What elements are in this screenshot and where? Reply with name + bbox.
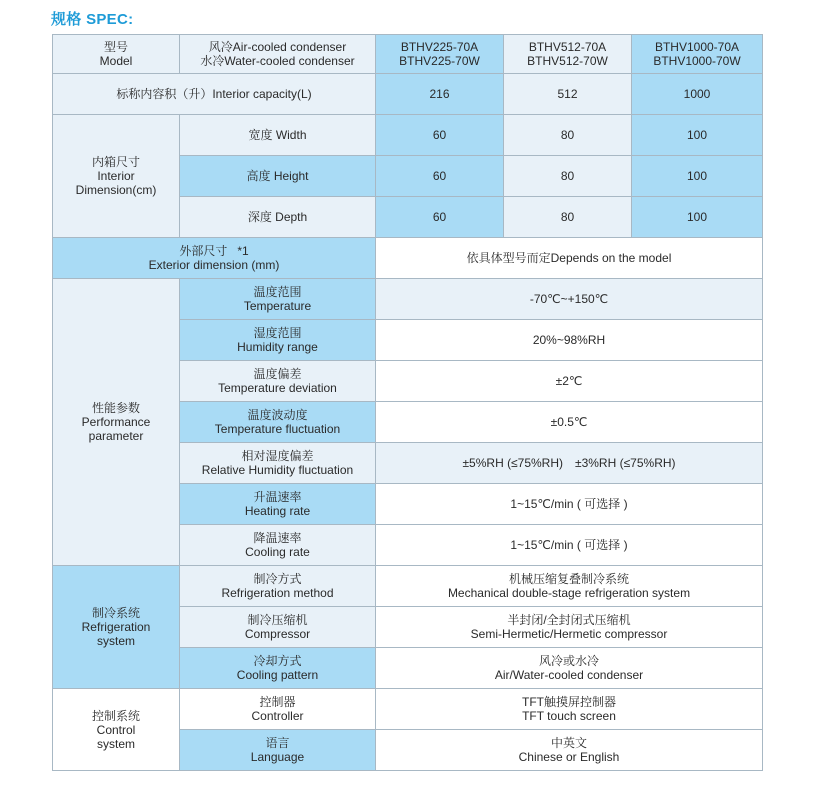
- compressor-label-en: Compressor: [244, 627, 311, 641]
- control-group-cell: [53, 689, 180, 771]
- spec-table: [52, 34, 763, 771]
- control-row-controller: [53, 689, 763, 730]
- language-label-zh: 语言: [265, 736, 290, 750]
- cooling-rate-label-cell: [180, 525, 376, 566]
- model-header-cell: [53, 35, 180, 74]
- heating-rate-value: 1~15℃/min ( 可选择 ): [376, 484, 763, 525]
- refrigeration-group-zh: 制冷系统: [91, 606, 140, 620]
- interior-group-zh: 内箱尺寸: [91, 155, 140, 169]
- interior-depth-value-3: 100: [632, 197, 763, 238]
- exterior-row: [53, 238, 763, 279]
- interior-depth-label: 深度 Depth: [180, 197, 376, 238]
- temp-fluctuation-label-en: Temperature fluctuation: [214, 422, 341, 436]
- language-value-en: Chinese or English: [518, 750, 620, 764]
- cooling-rate-label-zh: 降温速率: [253, 531, 302, 545]
- temperature-label-en: Temperature: [243, 299, 312, 313]
- performance-row-temperature: [53, 279, 763, 320]
- refrigeration-method-value-zh: 机械压缩复叠制冷系统: [508, 572, 629, 586]
- controller-label-cell: [180, 689, 376, 730]
- heating-rate-label-cell: [180, 484, 376, 525]
- language-value-zh: 中英文: [550, 736, 587, 750]
- exterior-label-zh: 外部尺寸: [179, 244, 228, 258]
- cooling-pattern-value-en: Air/Water-cooled condenser: [494, 668, 644, 682]
- cooling-pattern-label-en: Cooling pattern: [236, 668, 319, 682]
- refrigeration-method-label-en: Refrigeration method: [221, 586, 334, 600]
- performance-group-en1: Performance: [81, 415, 151, 429]
- interior-group-en2: Dimension(cm): [75, 183, 157, 197]
- controller-value-zh: TFT触摸屏控制器: [522, 695, 616, 709]
- heating-rate-label-en: Heating rate: [244, 504, 311, 518]
- capacity-row: [53, 74, 763, 115]
- performance-group-en2: parameter: [88, 429, 144, 443]
- model-column-1: [376, 35, 504, 74]
- controller-value-en: TFT touch screen: [522, 709, 616, 723]
- interior-depth-value-2: 80: [504, 197, 632, 238]
- refrigeration-method-label-zh: 制冷方式: [253, 572, 302, 586]
- temp-deviation-label-zh: 温度偏差: [253, 367, 302, 381]
- humidity-label-en: Humidity range: [237, 340, 318, 354]
- temp-fluctuation-label-cell: [180, 402, 376, 443]
- cooling-pattern-label-zh: 冷却方式: [253, 654, 302, 668]
- condenser-header-cell: [180, 35, 376, 74]
- model-1-a: BTHV225-70A: [400, 40, 479, 54]
- interior-height-value-2: 80: [504, 156, 632, 197]
- capacity-value-2: 512: [504, 74, 632, 115]
- performance-group-cell: [53, 279, 180, 566]
- refrigeration-group-cell: [53, 566, 180, 689]
- capacity-value-3: 1000: [632, 74, 763, 115]
- spec-heading: 规格 SPEC:: [51, 11, 134, 28]
- performance-group-zh: 性能参数: [91, 401, 140, 415]
- compressor-label-zh: 制冷压缩机: [247, 613, 308, 627]
- model-column-2: [504, 35, 632, 74]
- model-column-3: [632, 35, 763, 74]
- rh-fluctuation-value-1: ±5%RH (≤75%RH): [462, 456, 563, 470]
- interior-width-value-1: 60: [376, 115, 504, 156]
- exterior-label-en: Exterior dimension (mm): [148, 258, 280, 272]
- model-label-en: Model: [99, 54, 133, 68]
- controller-label-en: Controller: [251, 709, 304, 723]
- interior-height-label: 高度 Height: [180, 156, 376, 197]
- capacity-label: 标称内容积（升）Interior capacity(L): [53, 74, 376, 115]
- language-label-en: Language: [250, 750, 305, 764]
- interior-width-value-2: 80: [504, 115, 632, 156]
- condenser-air-label: 风冷Air-cooled condenser: [208, 40, 347, 54]
- cooling-pattern-label-cell: [180, 648, 376, 689]
- exterior-note: *1: [237, 244, 249, 258]
- refrigeration-method-value-cell: [376, 566, 763, 607]
- refrigeration-group-en1: Refrigeration: [81, 620, 151, 634]
- interior-depth-value-1: 60: [376, 197, 504, 238]
- interior-width-label: 宽度 Width: [180, 115, 376, 156]
- control-group-zh: 控制系统: [91, 708, 140, 723]
- temperature-value: -70℃~+150℃: [376, 279, 763, 320]
- rh-fluctuation-label-en: Relative Humidity fluctuation: [201, 463, 354, 477]
- temperature-label-cell: [180, 279, 376, 320]
- interior-group-en1: Interior: [97, 169, 135, 183]
- humidity-value: 20%~98%RH: [376, 320, 763, 361]
- interior-height-value-3: 100: [632, 156, 763, 197]
- capacity-value-1: 216: [376, 74, 504, 115]
- interior-height-value-1: 60: [376, 156, 504, 197]
- rh-fluctuation-label-cell: [180, 443, 376, 484]
- model-1-w: BTHV225-70W: [399, 54, 480, 68]
- humidity-label-cell: [180, 320, 376, 361]
- controller-value-cell: [376, 689, 763, 730]
- language-label-cell: [180, 730, 376, 771]
- controller-label-zh: 控制器: [259, 695, 296, 709]
- compressor-label-cell: [180, 607, 376, 648]
- refrigeration-row-method: [53, 566, 763, 607]
- interior-width-value-3: 100: [632, 115, 763, 156]
- temp-fluctuation-value: ±0.5℃: [376, 402, 763, 443]
- cooling-rate-value: 1~15℃/min ( 可选择 ): [376, 525, 763, 566]
- rh-fluctuation-value-cell: [376, 443, 763, 484]
- compressor-value-en: Semi-Hermetic/Hermetic compressor: [470, 627, 668, 641]
- rh-fluctuation-value-2: ±3%RH (≤75%RH): [575, 456, 676, 470]
- cooling-pattern-value-cell: [376, 648, 763, 689]
- refrigeration-method-label-cell: [180, 566, 376, 607]
- model-3-w: BTHV1000-70W: [653, 54, 741, 68]
- language-value-cell: [376, 730, 763, 771]
- temperature-label-zh: 温度范围: [253, 285, 302, 299]
- temp-deviation-label-cell: [180, 361, 376, 402]
- exterior-value: 依具体型号而定Depends on the model: [376, 238, 763, 279]
- control-group-en1: Control: [96, 722, 136, 737]
- model-2-w: BTHV512-70W: [527, 54, 608, 68]
- temp-deviation-value: ±2℃: [376, 361, 763, 402]
- compressor-value-cell: [376, 607, 763, 648]
- model-2-a: BTHV512-70A: [528, 40, 607, 54]
- temp-fluctuation-label-zh: 温度波动度: [247, 408, 308, 422]
- condenser-water-label: 水冷Water-cooled condenser: [200, 54, 355, 68]
- control-group-en2: system: [96, 736, 135, 751]
- rh-fluctuation-label-zh: 相对湿度偏差: [241, 449, 314, 463]
- humidity-label-zh: 湿度范围: [253, 326, 302, 340]
- refrigeration-method-value-en: Mechanical double-stage refrigeration system: [447, 586, 691, 600]
- model-label-zh: 型号: [103, 40, 128, 54]
- header-row: [53, 35, 763, 74]
- exterior-label-cell: [53, 238, 376, 279]
- cooling-pattern-value-zh: 风冷或水冷: [538, 654, 599, 668]
- cooling-rate-label-en: Cooling rate: [245, 545, 310, 559]
- interior-group-cell: [53, 115, 180, 238]
- refrigeration-group-en2: system: [96, 634, 135, 648]
- compressor-value-zh: 半封闭/全封闭式压缩机: [507, 613, 631, 627]
- temp-deviation-label-en: Temperature deviation: [218, 381, 337, 395]
- heating-rate-label-zh: 升温速率: [253, 490, 302, 504]
- model-3-a: BTHV1000-70A: [654, 40, 740, 54]
- interior-width-row: [53, 115, 763, 156]
